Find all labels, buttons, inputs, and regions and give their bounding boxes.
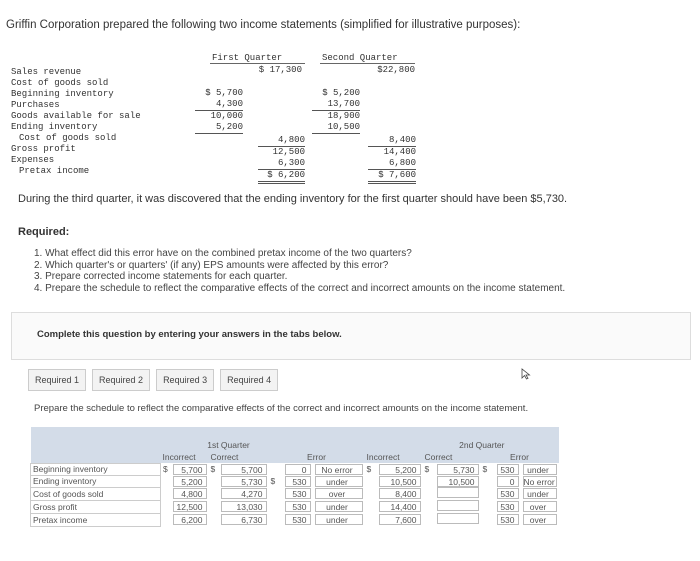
- q1-correct-header: Correct: [209, 451, 269, 463]
- row-label: Cost of goods sold: [31, 487, 161, 500]
- row-label: Beginning inventory: [31, 463, 161, 475]
- currency-symbol: [481, 475, 495, 487]
- tab-required-1[interactable]: Required 1: [28, 369, 86, 391]
- currency-symbol: [365, 500, 377, 513]
- q2-direction-select[interactable]: over: [523, 514, 557, 525]
- required-item: 2. Which quarter's or quarters' (if any) EPS amounts were affected by this error?: [34, 259, 389, 271]
- row-label: Ending inventory: [31, 475, 161, 487]
- q1-correct-input[interactable]: 4,270: [221, 488, 267, 499]
- table-row: [31, 500, 559, 513]
- q2-error-input[interactable]: 530: [497, 488, 519, 499]
- q2-incorrect-input[interactable]: 14,400: [379, 501, 421, 512]
- row-label: Gross profit: [31, 500, 161, 513]
- tab-required-2[interactable]: Required 2: [92, 369, 150, 391]
- q1-incorrect-input[interactable]: 4,800: [173, 488, 207, 499]
- cursor-icon: [520, 368, 532, 380]
- q1-inventory-column: $ 5,700 4,300 10,000 5,200: [195, 88, 243, 134]
- q1-header: First Quarter: [212, 53, 283, 63]
- q2-incorrect-input[interactable]: 8,400: [379, 488, 421, 499]
- q2-correct-input[interactable]: 5,730: [437, 464, 479, 475]
- currency-symbol: [269, 513, 283, 526]
- q1-correct-input[interactable]: 6,730: [221, 514, 267, 525]
- currency-symbol: [269, 487, 283, 500]
- currency-symbol: [423, 500, 435, 513]
- q2-error-input[interactable]: 530: [497, 501, 519, 512]
- q2-incorrect-input[interactable]: 10,500: [379, 476, 421, 487]
- q2-direction-select[interactable]: under: [523, 464, 557, 475]
- q1-incorrect-input[interactable]: 5,700: [173, 464, 207, 475]
- q1-error-header: Error: [269, 451, 365, 463]
- currency-symbol: [161, 487, 171, 500]
- currency-symbol: [423, 513, 435, 526]
- currency-symbol: $: [482, 464, 488, 474]
- q1-correct-input[interactable]: 5,700: [221, 464, 267, 475]
- q1-incorrect-input[interactable]: 12,500: [173, 501, 207, 512]
- q1-direction-select[interactable]: under: [315, 514, 363, 525]
- q1-direction-select[interactable]: over: [315, 488, 363, 499]
- required-list: [34, 248, 565, 294]
- table-row: [31, 487, 559, 500]
- statement-labels: Sales revenue Cost of goods sold Beginning inventory Purchases Goods available for sale Ending inventory Cost of goods sold Gross profit Expenses Pretax income: [11, 67, 141, 176]
- q2-totals-column: 8,400 14,400 6,800 $ 7,600: [368, 135, 416, 184]
- currency-symbol: $: [366, 464, 372, 474]
- tab-required-4[interactable]: Required 4: [220, 369, 278, 391]
- q2-error-input[interactable]: 530: [497, 514, 519, 525]
- q1-error-input[interactable]: 530: [285, 501, 311, 512]
- instruction-text: Complete this question by entering your answers in the tabs below.: [37, 329, 342, 340]
- q2-correct-input[interactable]: [437, 487, 479, 498]
- q2-header: Second Quarter: [322, 53, 398, 63]
- q2-direction-select[interactable]: No error: [523, 476, 555, 487]
- q2-error-header: Error: [481, 451, 559, 463]
- discovery-text: During the third quarter, it was discovered that the ending inventory for the first quarter should have been $5,730.: [18, 193, 568, 205]
- q2-direction-select[interactable]: over: [523, 501, 557, 512]
- row-label: Pretax income: [31, 513, 161, 526]
- q2-incorrect-input[interactable]: 7,600: [379, 514, 421, 525]
- currency-symbol: [365, 513, 377, 526]
- q2-correct-input[interactable]: [437, 513, 479, 524]
- currency-symbol: [161, 513, 171, 526]
- currency-symbol: $: [270, 476, 276, 486]
- currency-symbol: [209, 513, 219, 526]
- schedule-instructions: Prepare the schedule to reflect the comparative effects of the correct and incorrect amounts on the income statement.: [34, 403, 529, 414]
- q1-direction-select[interactable]: under: [315, 476, 363, 487]
- q1-correct-input[interactable]: 13,030: [221, 501, 267, 512]
- q2-incorrect-header: Incorrect: [365, 451, 423, 463]
- q2-group-header: 2nd Quarter: [365, 439, 559, 451]
- q2-error-input[interactable]: 0: [497, 476, 519, 487]
- q1-group-header: 1st Quarter: [161, 439, 365, 451]
- currency-symbol: [209, 500, 219, 513]
- q1-incorrect-header: Incorrect: [161, 451, 209, 463]
- required-title: Required:: [18, 226, 70, 238]
- currency-symbol: [481, 487, 495, 500]
- currency-symbol: $: [163, 464, 168, 474]
- q2-error-input[interactable]: 530: [497, 464, 519, 475]
- q1-error-input[interactable]: 530: [285, 476, 311, 487]
- required-item: 3. Prepare corrected income statements for each quarter.: [34, 271, 288, 282]
- q2-sales: $22,800: [377, 65, 415, 75]
- required-item: 1. What effect did this error have on the combined pretax income of the two quarters?: [34, 248, 412, 259]
- q2-correct-input[interactable]: 10,500: [437, 476, 479, 487]
- currency-symbol: [209, 475, 219, 487]
- q1-totals-column: 4,800 12,500 6,300 $ 6,200: [258, 135, 305, 184]
- currency-symbol: [423, 487, 435, 500]
- q1-error-input[interactable]: 0: [285, 464, 311, 475]
- q1-error-input[interactable]: 530: [285, 488, 311, 499]
- q2-correct-header: Correct: [423, 451, 481, 463]
- currency-symbol: [481, 513, 495, 526]
- q1-direction-select[interactable]: No error: [315, 464, 363, 475]
- schedule-table: [30, 427, 559, 527]
- q2-direction-select[interactable]: under: [523, 488, 557, 499]
- required-item: 4. Prepare the schedule to reflect the comparative effects of the correct and incorrect amounts on the income statement.: [34, 282, 566, 294]
- tab-bar: [28, 369, 278, 391]
- q1-error-input[interactable]: 530: [285, 514, 311, 525]
- currency-symbol: [481, 500, 495, 513]
- q1-direction-select[interactable]: under: [315, 501, 363, 512]
- instruction-box: [11, 312, 691, 360]
- currency-symbol: [161, 475, 171, 487]
- q2-inventory-column: $ 5,200 13,700 18,900 10,500: [312, 88, 360, 134]
- currency-symbol: [269, 500, 283, 513]
- q1-incorrect-input[interactable]: 6,200: [173, 514, 207, 525]
- currency-symbol: [209, 487, 219, 500]
- problem-intro: Griffin Corporation prepared the following two income statements (simplified for illustrative purposes):: [6, 19, 521, 31]
- q1-incorrect-input[interactable]: 5,200: [173, 476, 207, 487]
- currency-symbol: $: [424, 464, 430, 474]
- q1-correct-input[interactable]: 5,730: [221, 476, 267, 487]
- table-row: [31, 463, 559, 475]
- currency-symbol: [161, 500, 171, 513]
- table-row: [31, 475, 559, 487]
- table-row: [31, 513, 559, 526]
- q2-correct-input[interactable]: [437, 500, 479, 511]
- currency-symbol: [365, 475, 377, 487]
- tab-required-3[interactable]: Required 3: [156, 369, 214, 391]
- q2-incorrect-input[interactable]: 5,200: [379, 464, 421, 475]
- currency-symbol: $: [210, 464, 216, 474]
- currency-symbol: [423, 475, 435, 487]
- q1-sales: $ 17,300: [258, 65, 302, 75]
- currency-symbol: [269, 463, 283, 475]
- currency-symbol: [365, 487, 377, 500]
